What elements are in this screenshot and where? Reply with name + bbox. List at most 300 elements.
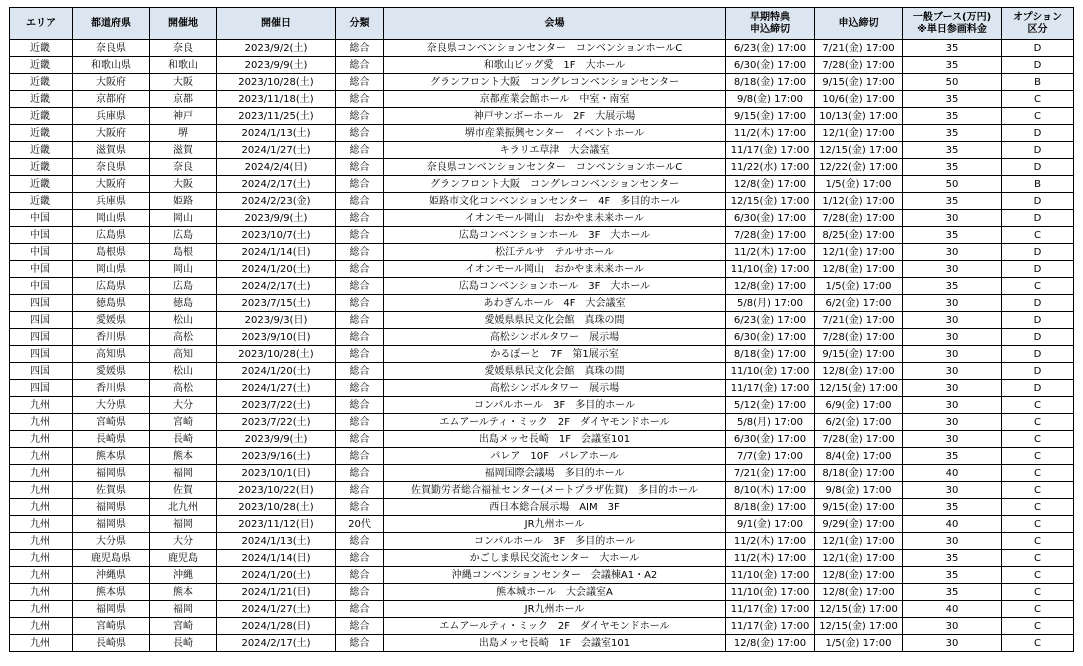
cell-area: 近畿 [10,142,73,159]
cell-venue: 熊本城ホール 大会議室A [384,584,726,601]
cell-option: C [1002,533,1074,550]
cell-category: 総合 [336,244,384,261]
cell-category: 総合 [336,176,384,193]
cell-fee: 30 [903,346,1002,363]
cell-option: D [1002,295,1074,312]
cell-option: C [1002,397,1074,414]
cell-date: 2023/9/16(土) [217,448,336,465]
cell-fee: 30 [903,261,1002,278]
cell-date: 2024/2/17(土) [217,635,336,652]
cell-date: 2024/1/20(土) [217,363,336,380]
cell-category: 総合 [336,584,384,601]
cell-deadline: 7/28(金) 17:00 [815,329,903,346]
table-row [10,414,1074,431]
cell-option: D [1002,346,1074,363]
cell-city: 熊本 [150,448,217,465]
cell-early-deadline: 8/18(金) 17:00 [726,74,815,91]
cell-option: D [1002,57,1074,74]
cell-venue: 姫路市文化コンベンションセンター 4F 多目的ホール [384,193,726,210]
cell-venue: 和歌山ビッグ愛 1F 大ホール [384,57,726,74]
cell-area: 九州 [10,584,73,601]
cell-fee: 30 [903,363,1002,380]
header-early-deadline [726,8,815,40]
cell-date: 2024/1/13(土) [217,533,336,550]
cell-city: 島根 [150,244,217,261]
cell-option: C [1002,499,1074,516]
cell-area: 九州 [10,465,73,482]
cell-fee: 40 [903,516,1002,533]
cell-venue: 奈良県コンベンションセンター コンベンションホールC [384,40,726,57]
table-row [10,312,1074,329]
cell-fee: 30 [903,210,1002,227]
cell-venue: 奈良県コンベンションセンター コンベンションホールC [384,159,726,176]
schedule-table-wrapper [9,7,1073,652]
cell-date: 2024/1/13(土) [217,125,336,142]
cell-venue: 西日本総合展示場 AIM 3F [384,499,726,516]
cell-deadline: 12/8(金) 17:00 [815,567,903,584]
cell-date: 2024/1/20(土) [217,261,336,278]
cell-date: 2023/7/22(土) [217,397,336,414]
cell-area: 九州 [10,601,73,618]
cell-venue: 広島コンベンションホール 3F 大ホール [384,227,726,244]
cell-venue: 沖縄コンベンションセンター 会議棟A1・A2 [384,567,726,584]
cell-deadline: 9/15(金) 17:00 [815,74,903,91]
table-row [10,618,1074,635]
cell-fee: 35 [903,193,1002,210]
table-row [10,210,1074,227]
header-fee [903,8,1002,40]
cell-city: 岡山 [150,261,217,278]
cell-venue: 堺市産業振興センター イベントホール [384,125,726,142]
header-option-line1: オプション [1012,11,1063,23]
cell-date: 2023/10/28(土) [217,499,336,516]
cell-area: 九州 [10,397,73,414]
cell-prefecture: 奈良県 [73,159,150,176]
cell-early-deadline: 11/10(金) 17:00 [726,567,815,584]
cell-area: 中国 [10,261,73,278]
cell-fee: 40 [903,601,1002,618]
cell-fee: 35 [903,40,1002,57]
cell-deadline: 9/15(金) 17:00 [815,499,903,516]
cell-category: 20代 [336,516,384,533]
table-row [10,227,1074,244]
cell-city: 北九州 [150,499,217,516]
cell-city: 大分 [150,533,217,550]
cell-category: 総合 [336,380,384,397]
cell-venue: 神戸サンボーホール 2F 大展示場 [384,108,726,125]
cell-area: 近畿 [10,176,73,193]
cell-deadline: 12/15(金) 17:00 [815,142,903,159]
cell-option: C [1002,278,1074,295]
cell-early-deadline: 11/10(金) 17:00 [726,363,815,380]
cell-early-deadline: 7/21(金) 17:00 [726,465,815,482]
cell-venue: 愛媛県県民文化会館 真珠の間 [384,363,726,380]
cell-early-deadline: 8/10(木) 17:00 [726,482,815,499]
cell-date: 2023/7/15(土) [217,295,336,312]
cell-early-deadline: 6/30(金) 17:00 [726,329,815,346]
cell-deadline: 9/15(金) 17:00 [815,346,903,363]
cell-city: 姫路 [150,193,217,210]
table-row [10,40,1074,57]
cell-option: C [1002,618,1074,635]
cell-category: 総合 [336,227,384,244]
cell-fee: 30 [903,380,1002,397]
cell-venue: かごしま県民交流センター 大ホール [384,550,726,567]
table-row [10,567,1074,584]
cell-venue: エムアールティ・ミック 2F ダイヤモンドホール [384,414,726,431]
cell-option: C [1002,567,1074,584]
cell-venue: キラリエ草津 大会議室 [384,142,726,159]
cell-option: C [1002,227,1074,244]
cell-fee: 30 [903,533,1002,550]
cell-deadline: 7/28(金) 17:00 [815,57,903,74]
table-row [10,601,1074,618]
cell-date: 2024/1/21(日) [217,584,336,601]
cell-early-deadline: 11/2(木) 17:00 [726,125,815,142]
cell-date: 2023/10/7(土) [217,227,336,244]
cell-category: 総合 [336,74,384,91]
header-area: エリア [10,8,73,40]
table-header [10,8,1074,40]
cell-venue: 松江テルサ テルサホール [384,244,726,261]
cell-prefecture: 香川県 [73,380,150,397]
cell-category: 総合 [336,193,384,210]
header-deadline: 申込締切 [815,8,903,40]
cell-deadline: 8/25(金) 17:00 [815,227,903,244]
cell-option: D [1002,380,1074,397]
cell-fee: 35 [903,159,1002,176]
cell-area: 九州 [10,448,73,465]
cell-category: 総合 [336,210,384,227]
cell-date: 2023/9/9(土) [217,57,336,74]
cell-city: 奈良 [150,40,217,57]
cell-deadline: 8/4(金) 17:00 [815,448,903,465]
cell-city: 堺 [150,125,217,142]
cell-date: 2023/7/22(土) [217,414,336,431]
table-row [10,91,1074,108]
cell-category: 総合 [336,635,384,652]
cell-city: 滋賀 [150,142,217,159]
table-row [10,533,1074,550]
cell-option: C [1002,482,1074,499]
cell-early-deadline: 7/7(金) 17:00 [726,448,815,465]
cell-early-deadline: 11/22(水) 17:00 [726,159,815,176]
cell-date: 2023/10/28(土) [217,74,336,91]
cell-prefecture: 岡山県 [73,261,150,278]
cell-date: 2023/9/10(日) [217,329,336,346]
table-row [10,363,1074,380]
cell-early-deadline: 6/30(金) 17:00 [726,57,815,74]
cell-option: D [1002,193,1074,210]
cell-venue: パレア 10F パレアホール [384,448,726,465]
cell-option: C [1002,516,1074,533]
cell-venue: あわぎんホール 4F 大会議室 [384,295,726,312]
cell-date: 2024/1/20(土) [217,567,336,584]
cell-prefecture: 兵庫県 [73,193,150,210]
cell-early-deadline: 12/15(金) 17:00 [726,193,815,210]
cell-category: 総合 [336,159,384,176]
cell-option: C [1002,584,1074,601]
cell-prefecture: 愛媛県 [73,363,150,380]
cell-fee: 35 [903,57,1002,74]
cell-venue: 出島メッセ長崎 1F 会議室101 [384,431,726,448]
cell-early-deadline: 11/2(木) 17:00 [726,550,815,567]
cell-early-deadline: 6/30(金) 17:00 [726,210,815,227]
cell-date: 2023/11/25(土) [217,108,336,125]
cell-venue: グランフロント大阪 コングレコンベンションセンター [384,176,726,193]
cell-fee: 30 [903,329,1002,346]
cell-deadline: 9/29(金) 17:00 [815,516,903,533]
cell-prefecture: 奈良県 [73,40,150,57]
cell-area: 九州 [10,516,73,533]
table-row [10,431,1074,448]
cell-date: 2024/1/14(日) [217,550,336,567]
header-city: 開催地 [150,8,217,40]
cell-venue: 佐賀勤労者総合福祉センター(メートプラザ佐賀) 多目的ホール [384,482,726,499]
cell-early-deadline: 8/18(金) 17:00 [726,346,815,363]
cell-early-deadline: 6/23(金) 17:00 [726,312,815,329]
cell-prefecture: 大阪府 [73,176,150,193]
cell-deadline: 12/8(金) 17:00 [815,261,903,278]
cell-venue: JR九州ホール [384,516,726,533]
cell-area: 九州 [10,482,73,499]
cell-early-deadline: 7/28(金) 17:00 [726,227,815,244]
cell-early-deadline: 11/2(木) 17:00 [726,244,815,261]
cell-option: D [1002,312,1074,329]
cell-fee: 40 [903,465,1002,482]
cell-category: 総合 [336,329,384,346]
cell-deadline: 12/15(金) 17:00 [815,618,903,635]
table-row [10,261,1074,278]
cell-city: 徳島 [150,295,217,312]
cell-option: C [1002,601,1074,618]
cell-area: 近畿 [10,193,73,210]
cell-date: 2023/9/2(土) [217,40,336,57]
cell-date: 2024/2/17(土) [217,278,336,295]
cell-city: 神戸 [150,108,217,125]
cell-option: C [1002,431,1074,448]
cell-city: 京都 [150,91,217,108]
cell-prefecture: 大阪府 [73,125,150,142]
cell-fee: 35 [903,125,1002,142]
cell-city: 長崎 [150,635,217,652]
cell-option: C [1002,448,1074,465]
cell-city: 高松 [150,329,217,346]
cell-fee: 35 [903,550,1002,567]
header-option [1002,8,1074,40]
cell-option: C [1002,108,1074,125]
cell-city: 長崎 [150,431,217,448]
cell-date: 2023/10/1(日) [217,465,336,482]
cell-prefecture: 広島県 [73,227,150,244]
cell-venue: 出島メッセ長崎 1F 会議室101 [384,635,726,652]
cell-prefecture: 宮崎県 [73,618,150,635]
cell-early-deadline: 5/12(金) 17:00 [726,397,815,414]
cell-fee: 35 [903,448,1002,465]
cell-prefecture: 長崎県 [73,635,150,652]
cell-prefecture: 福岡県 [73,601,150,618]
cell-option: D [1002,210,1074,227]
cell-category: 総合 [336,414,384,431]
cell-deadline: 7/28(金) 17:00 [815,210,903,227]
cell-city: 高松 [150,380,217,397]
cell-city: 松山 [150,363,217,380]
cell-date: 2023/9/9(土) [217,210,336,227]
cell-deadline: 12/15(金) 17:00 [815,380,903,397]
cell-deadline: 12/1(金) 17:00 [815,533,903,550]
cell-category: 総合 [336,108,384,125]
cell-option: B [1002,176,1074,193]
cell-category: 総合 [336,91,384,108]
cell-category: 総合 [336,431,384,448]
cell-prefecture: 佐賀県 [73,482,150,499]
cell-deadline: 6/9(金) 17:00 [815,397,903,414]
cell-prefecture: 宮崎県 [73,414,150,431]
cell-fee: 35 [903,142,1002,159]
cell-area: 近畿 [10,125,73,142]
cell-category: 総合 [336,40,384,57]
cell-venue: イオンモール岡山 おかやま未来ホール [384,210,726,227]
cell-fee: 30 [903,312,1002,329]
cell-city: 大分 [150,397,217,414]
header-early-deadline-line2: 申込締切 [750,23,790,35]
table-row [10,635,1074,652]
table-row [10,499,1074,516]
cell-area: 中国 [10,278,73,295]
cell-option: C [1002,635,1074,652]
cell-deadline: 6/2(金) 17:00 [815,295,903,312]
cell-area: 九州 [10,567,73,584]
cell-fee: 35 [903,584,1002,601]
cell-city: 大阪 [150,176,217,193]
cell-area: 四国 [10,295,73,312]
cell-early-deadline: 6/23(金) 17:00 [726,40,815,57]
cell-fee: 35 [903,499,1002,516]
cell-city: 福岡 [150,516,217,533]
cell-venue: イオンモール岡山 おかやま未来ホール [384,261,726,278]
table-row [10,193,1074,210]
cell-category: 総合 [336,363,384,380]
cell-venue: コンパルホール 3F 多目的ホール [384,397,726,414]
cell-prefecture: 大分県 [73,397,150,414]
cell-date: 2023/10/22(日) [217,482,336,499]
cell-option: D [1002,40,1074,57]
cell-prefecture: 福岡県 [73,499,150,516]
cell-fee: 30 [903,482,1002,499]
cell-area: 九州 [10,533,73,550]
cell-area: 四国 [10,346,73,363]
cell-option: B [1002,74,1074,91]
header-category: 分類 [336,8,384,40]
cell-prefecture: 京都府 [73,91,150,108]
cell-deadline: 10/13(金) 17:00 [815,108,903,125]
cell-prefecture: 沖縄県 [73,567,150,584]
cell-area: 近畿 [10,91,73,108]
cell-deadline: 12/15(金) 17:00 [815,601,903,618]
cell-early-deadline: 12/8(金) 17:00 [726,176,815,193]
cell-deadline: 1/5(金) 17:00 [815,278,903,295]
cell-early-deadline: 6/30(金) 17:00 [726,431,815,448]
table-row [10,465,1074,482]
cell-deadline: 1/5(金) 17:00 [815,635,903,652]
cell-fee: 30 [903,414,1002,431]
cell-date: 2023/11/12(日) [217,516,336,533]
cell-option: C [1002,414,1074,431]
cell-category: 総合 [336,533,384,550]
cell-category: 総合 [336,261,384,278]
cell-early-deadline: 11/10(金) 17:00 [726,261,815,278]
cell-venue: JR九州ホール [384,601,726,618]
header-option-line2: 区分 [1027,23,1048,35]
header-fee-line1: 一般ブース(万円) [912,11,992,23]
cell-fee: 30 [903,618,1002,635]
cell-area: 九州 [10,618,73,635]
cell-date: 2023/9/9(土) [217,431,336,448]
cell-deadline: 12/1(金) 17:00 [815,244,903,261]
cell-city: 福岡 [150,601,217,618]
cell-venue: 愛媛県県民文化会館 真珠の間 [384,312,726,329]
table-row [10,159,1074,176]
cell-deadline: 12/8(金) 17:00 [815,363,903,380]
cell-city: 福岡 [150,465,217,482]
cell-area: 九州 [10,431,73,448]
table-row [10,482,1074,499]
cell-category: 総合 [336,550,384,567]
cell-city: 鹿児島 [150,550,217,567]
table-row [10,380,1074,397]
cell-fee: 35 [903,227,1002,244]
cell-option: D [1002,142,1074,159]
cell-category: 総合 [336,57,384,74]
cell-deadline: 1/12(金) 17:00 [815,193,903,210]
cell-venue: 福岡国際会議場 多目的ホール [384,465,726,482]
cell-fee: 35 [903,278,1002,295]
cell-option: D [1002,329,1074,346]
cell-venue: 京都産業会館ホール 中室・南室 [384,91,726,108]
cell-option: D [1002,244,1074,261]
cell-prefecture: 熊本県 [73,448,150,465]
table-row [10,108,1074,125]
cell-prefecture: 熊本県 [73,584,150,601]
cell-area: 九州 [10,550,73,567]
cell-fee: 30 [903,431,1002,448]
cell-area: 四国 [10,380,73,397]
cell-deadline: 10/6(金) 17:00 [815,91,903,108]
cell-city: 沖縄 [150,567,217,584]
cell-category: 総合 [336,465,384,482]
cell-early-deadline: 11/17(金) 17:00 [726,142,815,159]
cell-option: D [1002,125,1074,142]
cell-category: 総合 [336,482,384,499]
table-row [10,244,1074,261]
cell-venue: 広島コンベンションホール 3F 大ホール [384,278,726,295]
cell-fee: 50 [903,74,1002,91]
table-row [10,346,1074,363]
cell-deadline: 7/28(金) 17:00 [815,431,903,448]
cell-early-deadline: 11/17(金) 17:00 [726,380,815,397]
cell-prefecture: 福岡県 [73,516,150,533]
cell-city: 大阪 [150,74,217,91]
table-row [10,57,1074,74]
cell-city: 宮崎 [150,414,217,431]
cell-category: 総合 [336,142,384,159]
cell-early-deadline: 12/8(金) 17:00 [726,635,815,652]
table-row [10,74,1074,91]
cell-date: 2023/10/28(土) [217,346,336,363]
cell-category: 総合 [336,601,384,618]
cell-deadline: 7/21(金) 17:00 [815,40,903,57]
cell-fee: 30 [903,635,1002,652]
